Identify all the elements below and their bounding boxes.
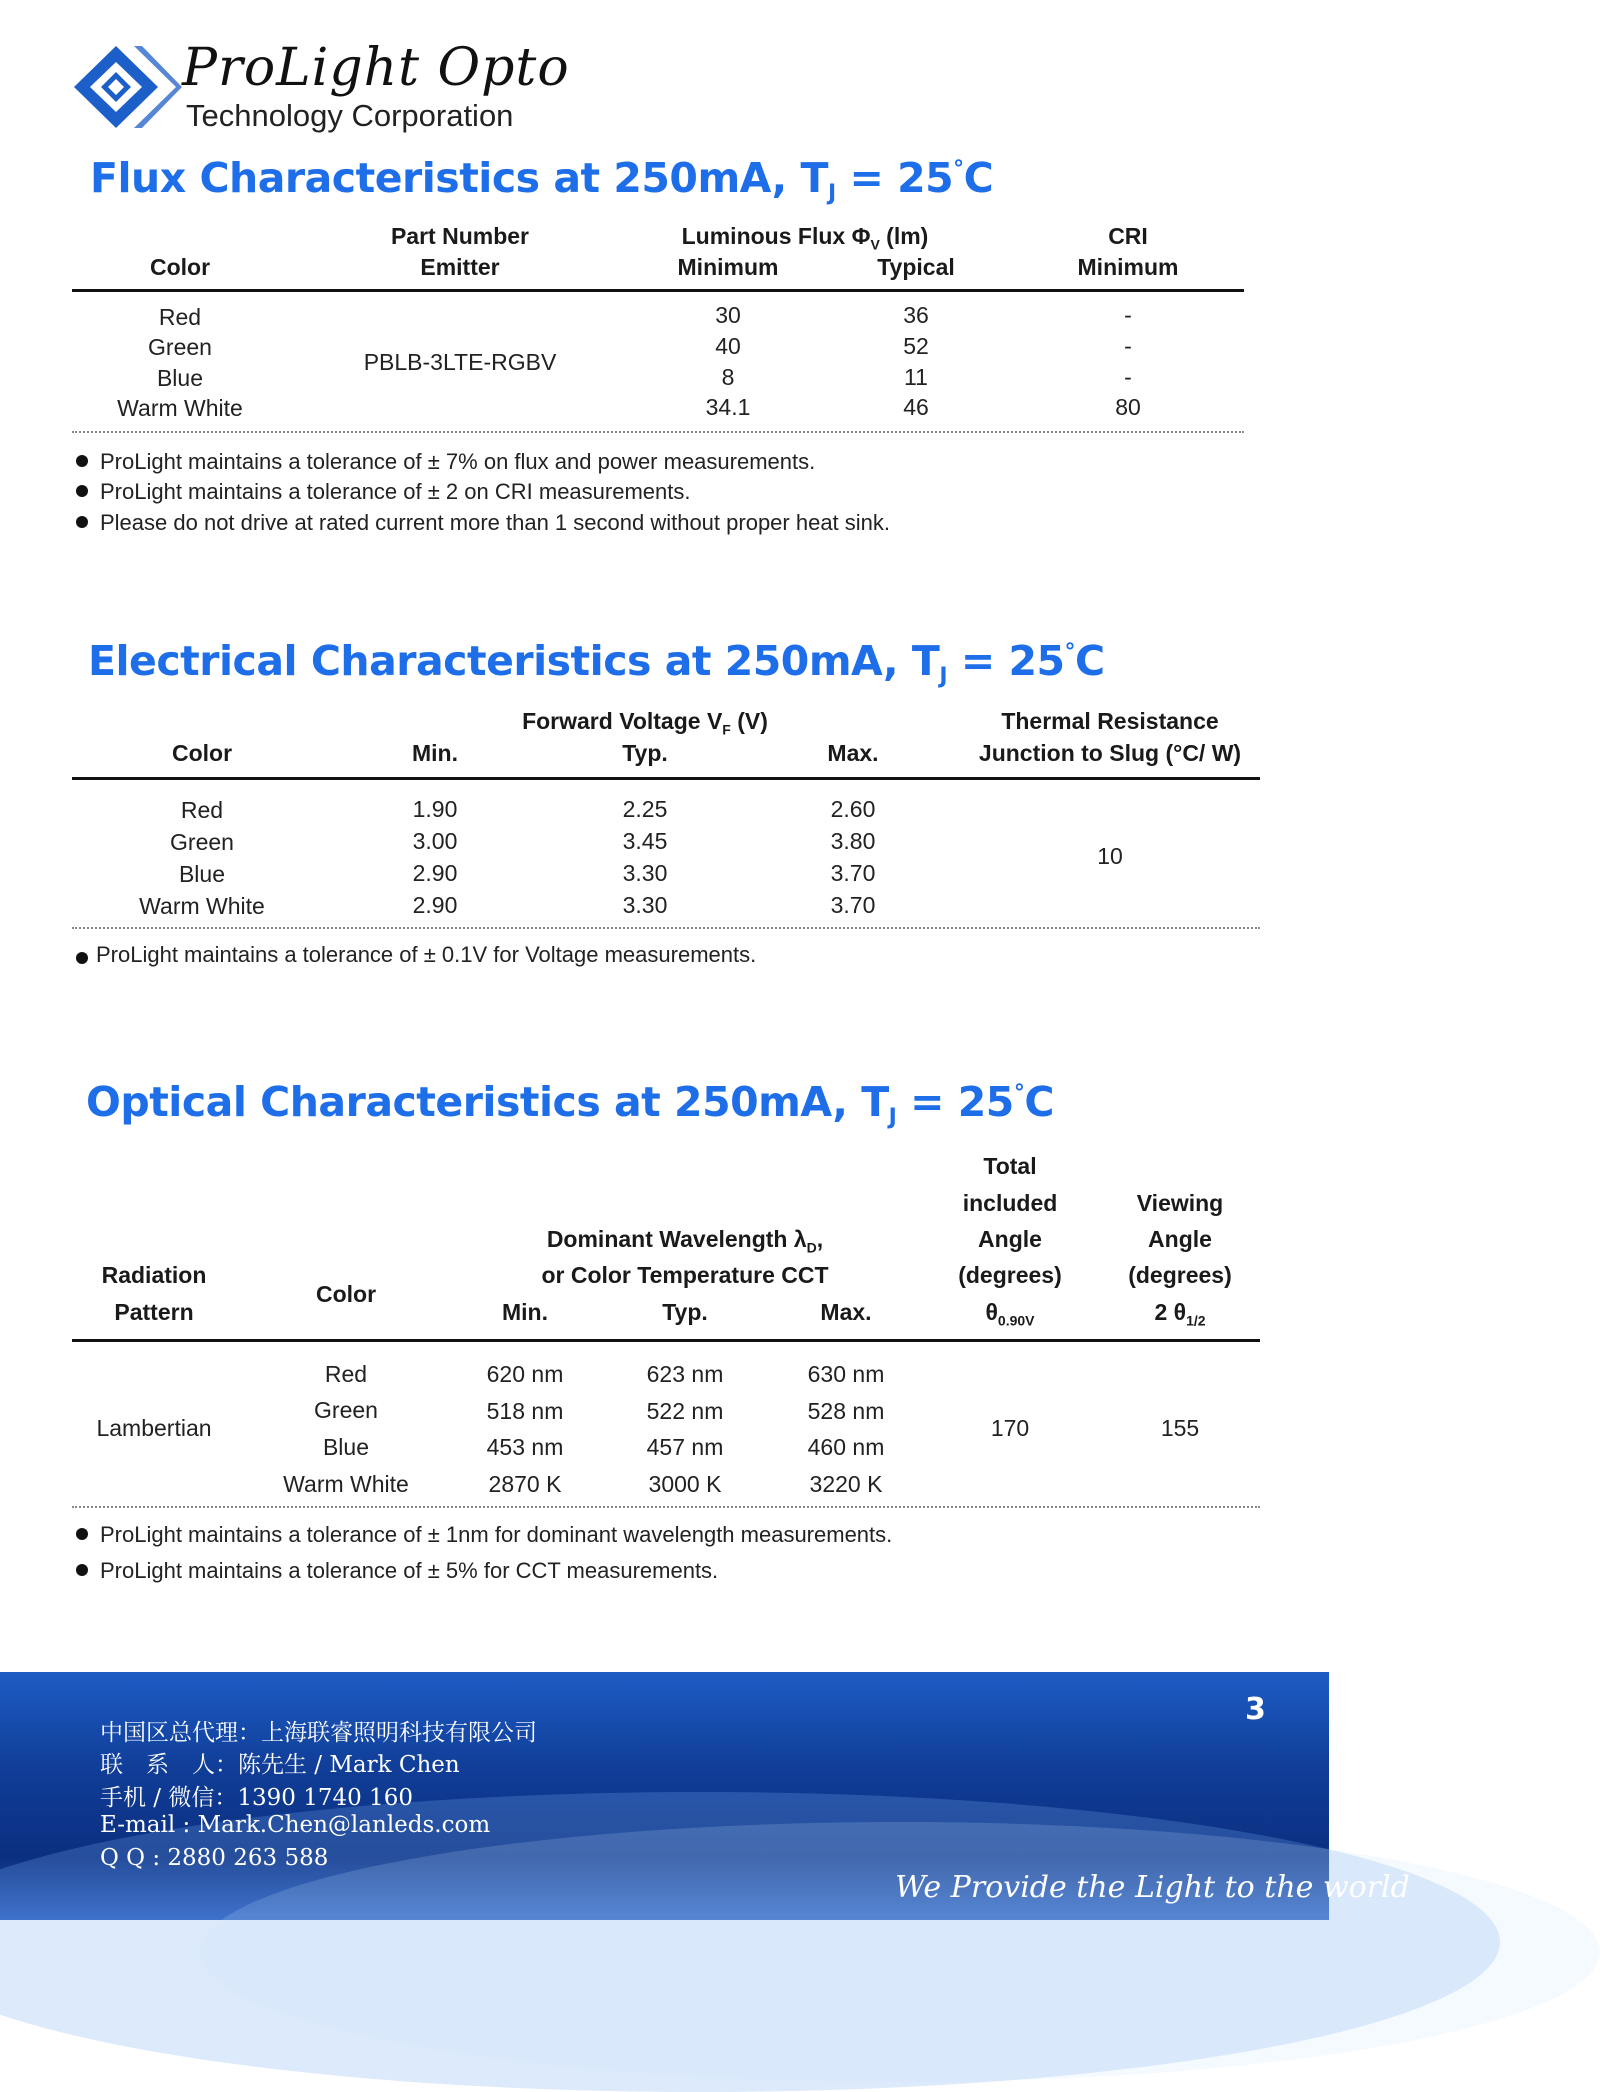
flux-cri: 80	[1115, 394, 1141, 420]
optical-pattern: Lambertian	[96, 1415, 212, 1441]
contact-email: E-mail : Mark.Chen@lanleds.com	[100, 1812, 491, 1838]
optical-max: 3220 K	[809, 1471, 883, 1497]
electrical-header-typ: Typ.	[622, 740, 668, 766]
optical-header-total2: included	[962, 1190, 1058, 1216]
flux-typ: 36	[903, 302, 929, 328]
electrical-min: 3.00	[412, 828, 458, 854]
optical-max: 528 nm	[807, 1398, 885, 1424]
electrical-color: Warm White	[139, 893, 265, 919]
electrical-min: 2.90	[412, 892, 458, 918]
flux-header-minimum: Minimum	[677, 254, 779, 280]
optical-header-view4: 2 $\theta_{1/2}$	[1154, 1299, 1206, 1329]
bullet-icon	[76, 455, 88, 467]
bullet-icon	[76, 952, 88, 964]
flux-header-color: Color	[149, 254, 211, 280]
optical-color: Green	[314, 1397, 378, 1423]
electrical-max: 2.60	[830, 796, 876, 822]
contact-line: 联 系 人：陈先生 / Mark Chen	[100, 1752, 460, 1778]
contact-qq: Q Q : 2880 263 588	[100, 1845, 329, 1871]
flux-note: ProLight maintains a tolerance of ± 7% on flux and power measurements.	[76, 449, 815, 475]
bullet-icon	[76, 1528, 88, 1540]
flux-header-cri: CRI	[1108, 223, 1148, 249]
optical-max: 630 nm	[807, 1361, 885, 1387]
electrical-header-thermal: Thermal Resistance	[1001, 708, 1219, 734]
flux-cri: -	[1124, 364, 1132, 390]
optical-note: ProLight maintains a tolerance of ± 5% for CCT measurements.	[76, 1558, 718, 1584]
electrical-header-min: Min.	[412, 740, 458, 766]
optical-header-typ: Typ.	[662, 1299, 708, 1325]
flux-dotted-divider	[72, 431, 1244, 433]
footer-banner	[0, 1672, 1410, 1920]
flux-typ: 52	[903, 333, 929, 359]
flux-part-number: PBLB-3LTE-RGBV	[363, 349, 557, 375]
optical-note: ProLight maintains a tolerance of ± 1nm for dominant wavelength measurements.	[76, 1522, 892, 1548]
flux-typ: 11	[904, 364, 928, 390]
electrical-header-thermal-unit: Junction to Slug (°C/ W)	[978, 740, 1242, 766]
optical-min: 620 nm	[486, 1361, 564, 1387]
optical-header-view2: Angle	[1148, 1226, 1212, 1252]
flux-min: 8	[721, 364, 735, 390]
optical-header-total5: $\theta_{0.90V}$	[985, 1299, 1035, 1329]
flux-color: Red	[158, 304, 202, 330]
optical-max: 460 nm	[807, 1434, 885, 1460]
optical-header-color: Color	[315, 1281, 377, 1307]
electrical-header-rule	[72, 777, 1260, 780]
flux-note: ProLight maintains a tolerance of ± 2 on CRI measurements.	[76, 479, 690, 505]
flux-color: Warm White	[117, 395, 243, 421]
flux-header-cri-minimum: Minimum	[1077, 254, 1179, 280]
electrical-dotted-divider	[72, 927, 1260, 929]
electrical-max: 3.70	[830, 860, 876, 886]
optical-section-title: Optical Characteristics at 250mA, $T_J = 25^\circ C$	[86, 1078, 1054, 1130]
optical-header-cct: or Color Temperature CCT	[541, 1262, 829, 1288]
flux-min: 34.1	[705, 394, 751, 420]
electrical-header-max: Max.	[827, 740, 879, 766]
optical-header-max: Max.	[820, 1299, 872, 1325]
electrical-min: 1.90	[412, 796, 458, 822]
logo-subtitle: Technology Corporation	[186, 98, 514, 133]
footer-wave	[200, 1822, 1600, 2082]
bullet-icon	[76, 485, 88, 497]
flux-header-rule	[72, 289, 1244, 292]
optical-typ: 623 nm	[646, 1361, 724, 1387]
flux-color: Green	[148, 334, 212, 360]
logo-wordmark: ProLight Opto	[182, 38, 570, 98]
electrical-note: ProLight maintains a tolerance of ± 0.1V for Voltage measurements.	[76, 942, 756, 968]
optical-header-dominant: Dominant Wavelength $\lambda_D$,	[546, 1226, 824, 1256]
electrical-typ: 2.25	[622, 796, 668, 822]
optical-header-rule	[72, 1339, 1260, 1342]
contact-line: 手机 / 微信：1390 1740 160	[100, 1785, 413, 1811]
optical-min: 518 nm	[486, 1398, 564, 1424]
page-number: 3	[1245, 1692, 1266, 1727]
optical-typ: 3000 K	[648, 1471, 722, 1497]
optical-typ: 457 nm	[646, 1434, 724, 1460]
logo-diamond-icon	[72, 44, 182, 130]
bullet-icon	[76, 1564, 88, 1576]
flux-header-typical: Typical	[877, 254, 955, 280]
optical-dotted-divider	[72, 1506, 1260, 1508]
optical-header-min: Min.	[502, 1299, 548, 1325]
flux-header-luminous-flux: Luminous Flux $\Phi_V$ (lm)	[681, 223, 929, 253]
flux-min: 30	[715, 302, 741, 328]
electrical-header-color: Color	[171, 740, 233, 766]
optical-color: Blue	[322, 1434, 370, 1460]
optical-header-pattern: Pattern	[114, 1299, 194, 1325]
flux-note: Please do not drive at rated current more than 1 second without proper heat sink.	[76, 510, 890, 536]
electrical-color: Red	[180, 797, 224, 823]
flux-header-part-number: Part Number	[390, 223, 530, 249]
optical-viewing-angle: 155	[1160, 1415, 1200, 1441]
electrical-color: Blue	[178, 861, 226, 887]
electrical-typ: 3.45	[622, 828, 668, 854]
flux-section-title: Flux Characteristics at 250mA, $T_J = 25^\circ C$	[90, 154, 994, 206]
electrical-min: 2.90	[412, 860, 458, 886]
flux-color: Blue	[156, 365, 204, 391]
flux-cri: -	[1124, 302, 1132, 328]
electrical-typ: 3.30	[622, 860, 668, 886]
optical-header-total4: (degrees)	[958, 1262, 1062, 1288]
electrical-header-forward-voltage: Forward Voltage $V_F$ (V)	[522, 708, 768, 738]
optical-header-radiation: Radiation	[101, 1262, 207, 1288]
bullet-icon	[76, 516, 88, 528]
electrical-max: 3.80	[830, 828, 876, 854]
electrical-max: 3.70	[830, 892, 876, 918]
logo	[72, 44, 182, 130]
optical-typ: 522 nm	[646, 1398, 724, 1424]
optical-color: Red	[324, 1361, 368, 1387]
flux-cri: -	[1124, 333, 1132, 359]
contact-line: 中国区总代理：上海联睿照明科技有限公司	[100, 1720, 537, 1746]
flux-min: 40	[715, 333, 741, 359]
optical-header-view1: Viewing	[1136, 1190, 1224, 1216]
optical-header-view3: (degrees)	[1128, 1262, 1232, 1288]
electrical-thermal-value: 10	[1097, 843, 1123, 869]
optical-min: 453 nm	[486, 1434, 564, 1460]
optical-total-angle: 170	[990, 1415, 1030, 1441]
optical-header-total3: Angle	[978, 1226, 1042, 1252]
electrical-typ: 3.30	[622, 892, 668, 918]
optical-min: 2870 K	[488, 1471, 562, 1497]
electrical-section-title: Electrical Characteristics at 250mA, $T_J = 25^\circ C$	[88, 637, 1105, 689]
slogan: We Provide the Light to the world	[895, 1870, 1410, 1905]
electrical-color: Green	[170, 829, 234, 855]
flux-typ: 46	[903, 394, 929, 420]
flux-header-emitter: Emitter	[420, 254, 500, 280]
optical-color: Warm White	[283, 1471, 409, 1497]
optical-header-total1: Total	[983, 1153, 1037, 1179]
